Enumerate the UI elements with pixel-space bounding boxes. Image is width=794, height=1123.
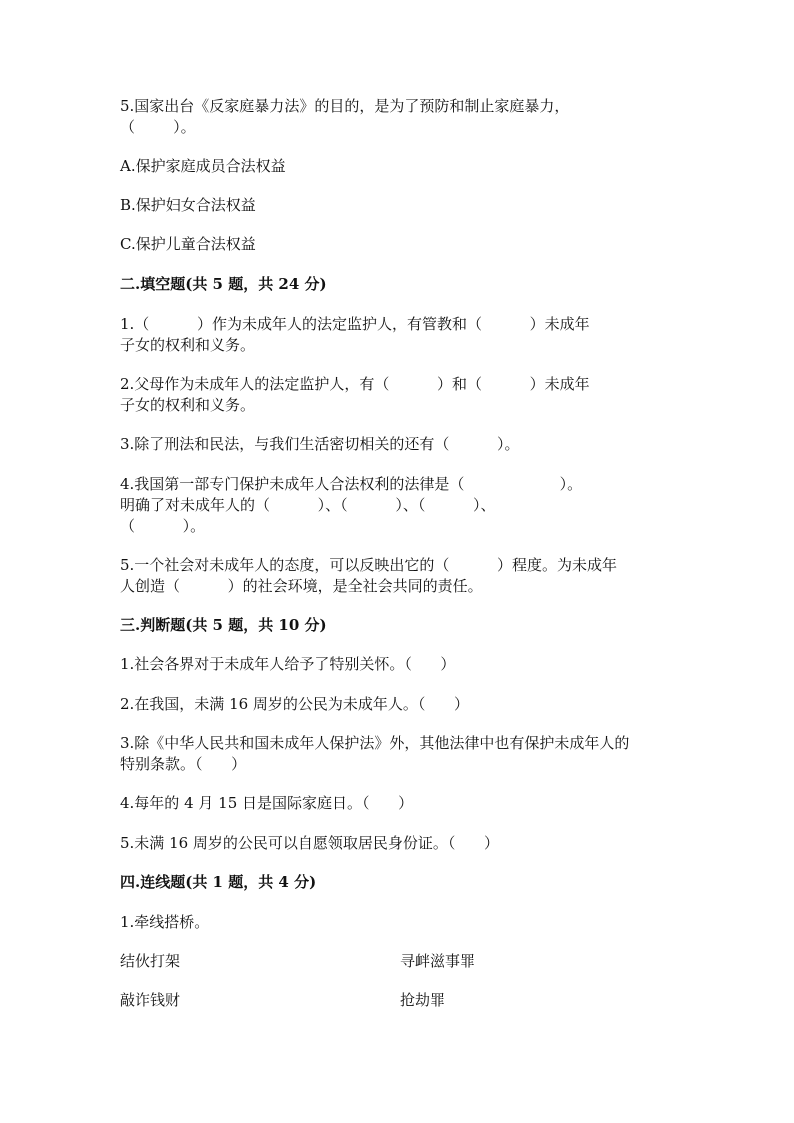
judge-question-3-cont: 特别条款。（ ）: [120, 755, 247, 773]
match-left-item: 敲诈钱财: [120, 991, 181, 1009]
fill-question-2: 2.父母作为未成年人的法定监护人，有（ ）和（ ）未成年: [120, 375, 590, 393]
fill-question-1-cont: 子女的权利和义务。: [120, 336, 256, 354]
judge-question-4: 4.每年的 4 月 15 日是国际家庭日。（ ）: [120, 794, 414, 812]
option-a: A.保护家庭成员合法权益: [120, 157, 286, 175]
fill-question-4-cont2: （ ）。: [120, 517, 206, 535]
judge-question-5: 5.未满 16 周岁的公民可以自愿领取居民身份证。（ ）: [120, 834, 500, 852]
question-stem: 5.国家出台《反家庭暴力法》的目的，是为了预防和制止家庭暴力，: [120, 97, 570, 115]
match-question-1: 1.牵线搭桥。: [120, 913, 210, 931]
fill-question-4: 4.我国第一部专门保护未成年人合法权利的法律是（ ）。: [120, 475, 583, 493]
section-heading-match: 四.连线题(共 1 题，共 4 分): [120, 873, 317, 891]
judge-question-1: 1.社会各界对于未成年人给予了特别关怀。（ ）: [120, 655, 456, 673]
fill-question-5-cont: 人创造（ ）的社会环境，是全社会共同的责任。: [120, 577, 483, 595]
option-b: B.保护妇女合法权益: [120, 196, 256, 214]
fill-question-5: 5.一个社会对未成年人的态度，可以反映出它的（ ）程度。为未成年: [120, 556, 617, 574]
judge-question-3: 3.除《中华人民共和国未成年人保护法》外，其他法律中也有保护未成年人的: [120, 734, 630, 752]
option-c: C.保护儿童合法权益: [120, 235, 256, 253]
match-left-item: 结伙打架: [120, 952, 181, 970]
fill-question-3: 3.除了刑法和民法，与我们生活密切相关的还有（ ）。: [120, 435, 520, 453]
judge-question-2: 2.在我国，未满 16 周岁的公民为未成年人。（ ）: [120, 695, 470, 713]
match-right-item: 抢劫罪: [400, 991, 446, 1009]
section-heading-judge: 三.判断题(共 5 题，共 10 分): [120, 616, 327, 634]
fill-question-4-cont: 明确了对未成年人的（ ）、（ ）、（ ）、: [120, 496, 496, 514]
fill-question-1: 1.（ ）作为未成年人的法定监护人，有管教和（ ）未成年: [120, 315, 590, 333]
answer-blank-line: （ ）。: [120, 118, 196, 136]
match-right-item: 寻衅滋事罪: [400, 952, 476, 970]
fill-question-2-cont: 子女的权利和义务。: [120, 396, 256, 414]
section-heading-fill: 二.填空题(共 5 题，共 24 分): [120, 275, 327, 293]
